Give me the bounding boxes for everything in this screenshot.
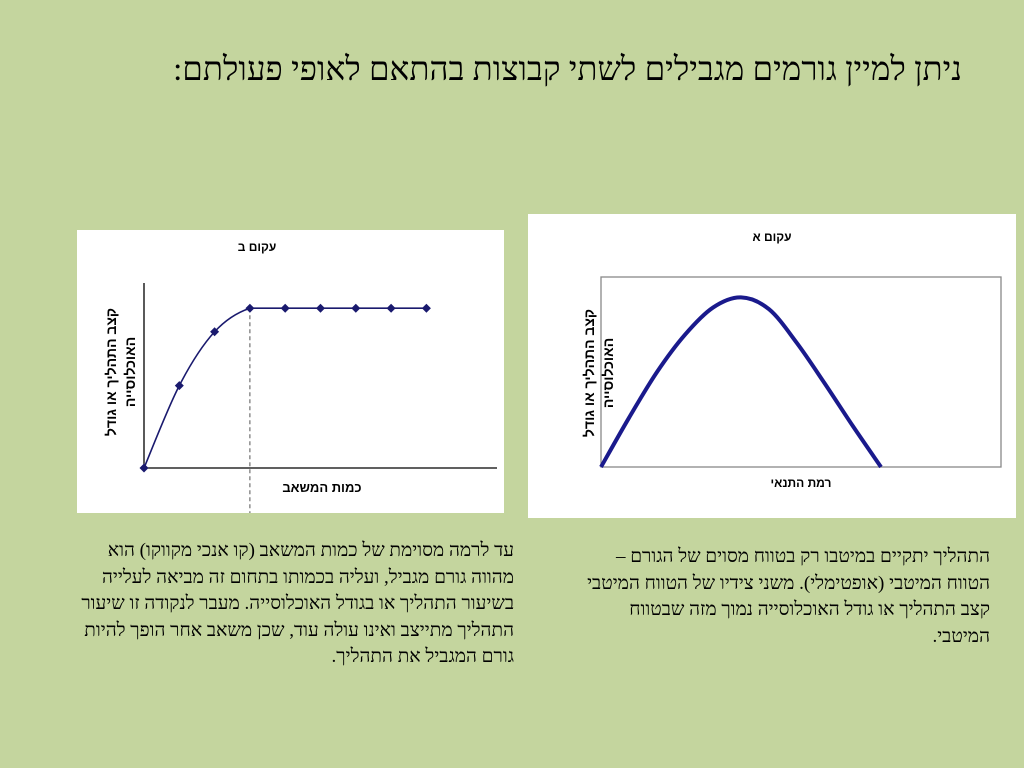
chart-b-point-6 (351, 304, 360, 313)
chart-b-xlabel: כמות המשאב (282, 480, 362, 495)
chart-b-point-8 (422, 304, 431, 313)
chart-b-ylabel: קצב התהליך או גודל האוכלוסייה (103, 307, 138, 437)
chart-b-point-4 (281, 304, 290, 313)
chart-a-series-line (601, 297, 881, 467)
chart-a-ylabel: קצב התהליך או גודל האוכלוסייה (581, 308, 616, 438)
chart-a-panel (528, 214, 1016, 518)
slide-title: ניתן למיין גורמים מגבילים לשתי קבוצות בהתאם לאופי פעולתם: (173, 52, 962, 88)
description-curve-a: התהליך יתקיים במיטבו רק בטווח מסוים של הגורם – הטווח המיטבי (אופטימלי). משני צידיו של הטווח המיטבי קצב התהליך או גודל האוכלוסייה נמוך מזה שבטווח המיטבי. (587, 546, 990, 647)
description-curve-b: עד לרמה מסוימת של כמות המשאב (קו אנכי מקווקו) הוא מהווה גורם מגביל, ועליה בכמותו בתחום זה מביאה לעלייה בשיעור התהליך או בגודל האוכלוסייה. מעבר לנקודה זו שיעור התהליך מתייצב ואינו עולה עוד, שכן משאב אחר הופך להיות גורם המגביל את התהליך. (81, 540, 514, 667)
chart-b-point-3 (245, 304, 254, 313)
chart-b-point-1 (175, 381, 184, 390)
chart-a-xlabel: רמת התנאי (770, 476, 832, 490)
chart-b-panel (77, 230, 504, 513)
chart-a-plot-frame (601, 277, 1001, 467)
chart-b-point-5 (316, 304, 325, 313)
chart-b-series-line (144, 308, 426, 468)
chart-b-point-7 (387, 304, 396, 313)
chart-b-title: עקום ב (237, 240, 277, 254)
chart-a-title: עקום א (752, 230, 792, 244)
chart-b-point-0 (140, 464, 149, 473)
